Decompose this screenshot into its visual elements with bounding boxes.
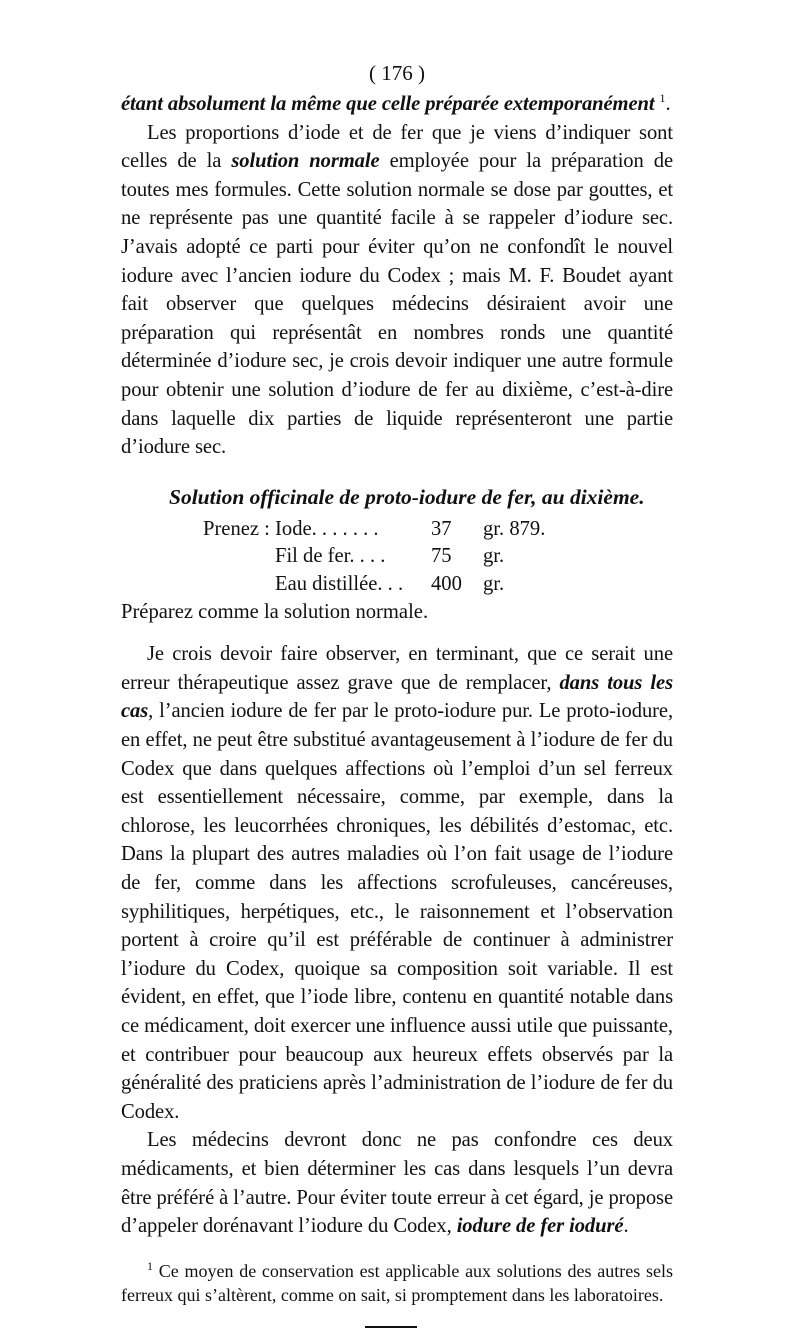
ingredient-quantity: 75 [431,545,452,568]
recipe-row-iode [121,516,673,544]
ingredient-unit: gr. 879. [483,517,546,540]
emphasis-text: solution normale [231,150,380,173]
paragraph-1 [121,119,673,462]
paragraph-2 [121,640,673,1126]
ingredient-name: Fil de fer. . . . [275,545,386,568]
document-page [121,58,673,1328]
text-run: , l’ancien iodure de fer par le proto-iodure pur. Le proto-iodure, en effet, ne peut être substitué avantageusement à l’iodure de fer du Codex que dans quelques affections où l’emploi d’un sel ferreux est essentiellement nécessaire, comme, par exemple, dans la chlorose, les leucorrhées chroniques, les débilités d’estomac, etc. Dans la plupart des autres maladies où l’on fait usage de l’iodure de fer, comme dans les affections scrofuleuses, cancéreuses, syphilitiques, herpétiques, etc., le raisonnement et l’observation portent à croire qu’il est préférable de continuer à administrer l’iodure du Codex, quoique sa composition soit variable. Il est évident, en effet, que l’iode libre, contenu en quantité notable dans ce médicament, doit exercer une influence aussi utile que puissante, et contribuer pour beaucoup aux heureux effets observés par la généralité des praticiens après l’administration de l’iodure de fer du Codex. [121,700,673,1123]
page-number: ( 176 ) [369,61,425,85]
ingredient-quantity: 400 [431,572,462,595]
footnote-text: Ce moyen de conservation est applicable aux solutions des autres sels ferreux qui s’altèrent, comme on sait, si promptement dans les laboratoires. [121,1260,673,1306]
italic-text: étant absolument la même que celle préparée extemporanément [121,93,655,115]
emphasis-text: iodure de fer ioduré [456,1215,624,1238]
recipe-block [121,516,673,599]
recipe-row-eau [121,571,673,599]
paragraph-3 [121,1126,673,1240]
footnote-reference: 1 [659,91,666,106]
ingredient-quantity: 37 [431,517,452,540]
text-run: Les proportions d’iode et de fer que je viens d’indiquer sont celles de la [121,121,673,173]
footnote [121,1259,673,1308]
paragraph-continuation [121,90,673,119]
text-run: . [623,1215,629,1238]
text-run: employée pour la préparation de toutes mes formules. Cette solution normale se dose par gouttes, et ne représente pas une quantité facile à se rappeler d’iodure sec. J’avais adopté ce parti pour éviter qu’on ne confondît le nouvel iodure avec l’ancien iodure du Codex ; mais M. F. Boudet ayant fait observer que quelques médecins désiraient avoir une préparation qui représentât en nombres ronds une quantité déterminée d’iodure sec, je crois devoir indiquer une autre formule pour obtenir une solution d’iodure de fer au dixième, c’est-à-dire dans laquelle dix parties de liquide représenteront une partie d’iodure sec. [121,150,674,459]
text-run: Les médecins devront donc ne pas confondre ces deux médicaments, et bien déterminer les cas dans lesquels l’un devra être préféré à l’autre. Pour éviter toute erreur à cet égard, je propose d’appeler dorénavant l’iodure du Codex, [121,1129,673,1238]
text-run: Je crois devoir faire observer, en terminant, que ce serait une erreur thérapeutique assez grave que de remplacer, [121,643,673,694]
ingredient-name: Prenez : Iode. . . . . . . [203,517,379,540]
closing-rule [365,1326,417,1328]
ingredient-unit: gr. [483,545,505,568]
footnote-mark: 1 [147,1258,153,1273]
recipe-row-fil-de-fer [121,543,673,571]
emphasis-text: dans tous les cas [121,671,673,723]
ingredient-unit: gr. [483,572,505,595]
punctuation: . [665,93,671,115]
recipe-instruction: Préparez comme la solution normale. [121,601,429,624]
section-title: Solution officinale de proto-iodure de fer, au dixième. [169,484,645,509]
ingredient-name: Eau distillée. . . [275,572,404,595]
